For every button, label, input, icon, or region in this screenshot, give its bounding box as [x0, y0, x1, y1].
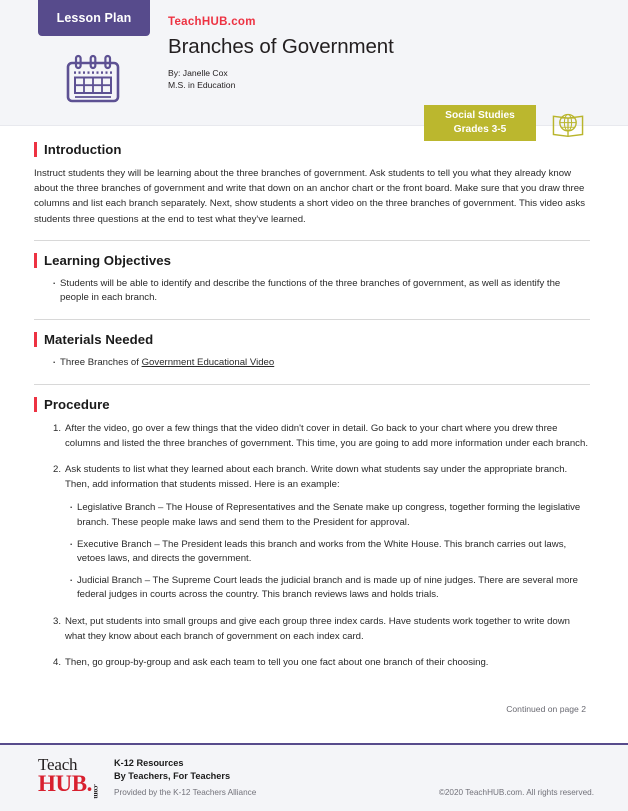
introduction-paragraph: Instruct students they will be learning about the three branches of government. Ask students to tell you what they already know about the three branches of government and write that down on an anchor chart or the front board. Make sure that you draw three columns and list each branch separately. Next, show students a short video on the three branches of government. This video asks students three questions at the end to test what they've learned.: [34, 168, 586, 225]
header-text-block: [168, 16, 394, 91]
step-text: Next, put students into small groups and give each group three index cards. Have students work together to write down what they know about each branch of government on each index card.: [65, 615, 571, 643]
globe-book-icon: [546, 105, 590, 143]
list-item: · Legislative Branch – The House of Representatives and the Senate make up congress, together forming the legislative branch. These people make laws and send them to the President for approval.: [69, 501, 590, 530]
accent-bar: [34, 397, 37, 412]
logo-com-text: .com: [92, 783, 101, 798]
lesson-plan-tab-label: Lesson Plan: [56, 11, 132, 25]
badge-subject: Social Studies: [445, 110, 515, 121]
objectives-heading: [34, 253, 590, 268]
logo-teach-text: Teach: [38, 755, 78, 774]
subject-grade-badge: [424, 105, 536, 141]
step-text: Then, go group-by-group and ask each team to tell you one fact about one branch of their choosing.: [65, 657, 489, 669]
list-item: · Executive Branch – The President leads this branch and works from the White House. This branch carries out laws, vetoes laws, and directs the government.: [69, 538, 590, 567]
brand-name: TeachHUB.com: [168, 16, 256, 28]
author-credential: M.S. in Education: [168, 79, 236, 90]
list-item: [52, 356, 590, 371]
procedure-step: [48, 655, 590, 670]
introduction-heading: [34, 142, 590, 157]
copyright-text: ©2020 TeachHUB.com. All rights reserved.: [438, 788, 594, 797]
page-footer: [0, 745, 628, 811]
badge-grades: Grades 3-5: [453, 124, 507, 135]
government-educational-video-link[interactable]: Government Educational Video: [141, 357, 275, 368]
procedure-heading: [34, 397, 590, 412]
page-header: [0, 0, 628, 135]
author-name: By: Janelle Cox: [168, 68, 228, 78]
section-divider: [34, 240, 590, 241]
branch-sub-list: [65, 501, 590, 603]
step-text: After the video, go over a few things that the video didn't cover in detail. Go back to your chart where you drew three columns and listed the three branches of government. This time, you are going to add more information under each branch.: [65, 422, 588, 449]
footer-line-1: K-12 Resources: [114, 758, 184, 768]
list-item: · Students will be able to identify and describe the functions of the three branches of government, as well as identify the people in each branch.: [52, 277, 590, 306]
materials-heading: [34, 332, 590, 347]
logo-hub-text: HUB.: [38, 771, 92, 796]
section-introduction: [34, 142, 590, 227]
objectives-list: [34, 277, 590, 306]
section-title: Introduction: [44, 142, 122, 157]
procedure-step: [48, 614, 590, 644]
continued-note: Continued on page 2: [506, 703, 586, 714]
lesson-plan-tab: [38, 0, 150, 36]
page-body: [0, 126, 628, 743]
section-learning-objectives: [34, 253, 590, 306]
footer-tagline-block: [114, 757, 256, 799]
section-title: Procedure: [44, 396, 110, 412]
procedure-steps: [34, 421, 590, 671]
section-divider: [34, 384, 590, 385]
accent-bar: [34, 332, 37, 347]
step-text: Ask students to list what they learned about each branch. Write down what students say under the appropriate branch. Then, add information that students missed. Here is an example:: [65, 464, 568, 491]
section-title: Materials Needed: [44, 332, 154, 347]
section-title: Learning Objectives: [44, 252, 172, 268]
footer-line-2: By Teachers, For Teachers: [114, 771, 231, 781]
accent-bar: [34, 142, 37, 157]
page-title: Branches of Government: [168, 35, 394, 58]
author-block: [168, 68, 394, 91]
section-divider: [34, 319, 590, 320]
section-materials-needed: [34, 332, 590, 371]
material-text: Three Branches of: [60, 357, 142, 368]
procedure-step: [48, 421, 590, 451]
teachhub-logo: [38, 756, 100, 800]
footer-line-3: Provided by the K-12 Teachers Alliance: [114, 788, 257, 797]
calendar-icon: [62, 54, 124, 104]
procedure-step: [48, 462, 590, 603]
list-item: · Judicial Branch – The Supreme Court leads the judicial branch and is made up of nine judges. There are several more federal judges in courts across the country. This branch reviews laws and holds trials.: [69, 574, 590, 603]
section-procedure: [34, 397, 590, 671]
accent-bar: [34, 253, 37, 268]
materials-list: [34, 356, 590, 371]
